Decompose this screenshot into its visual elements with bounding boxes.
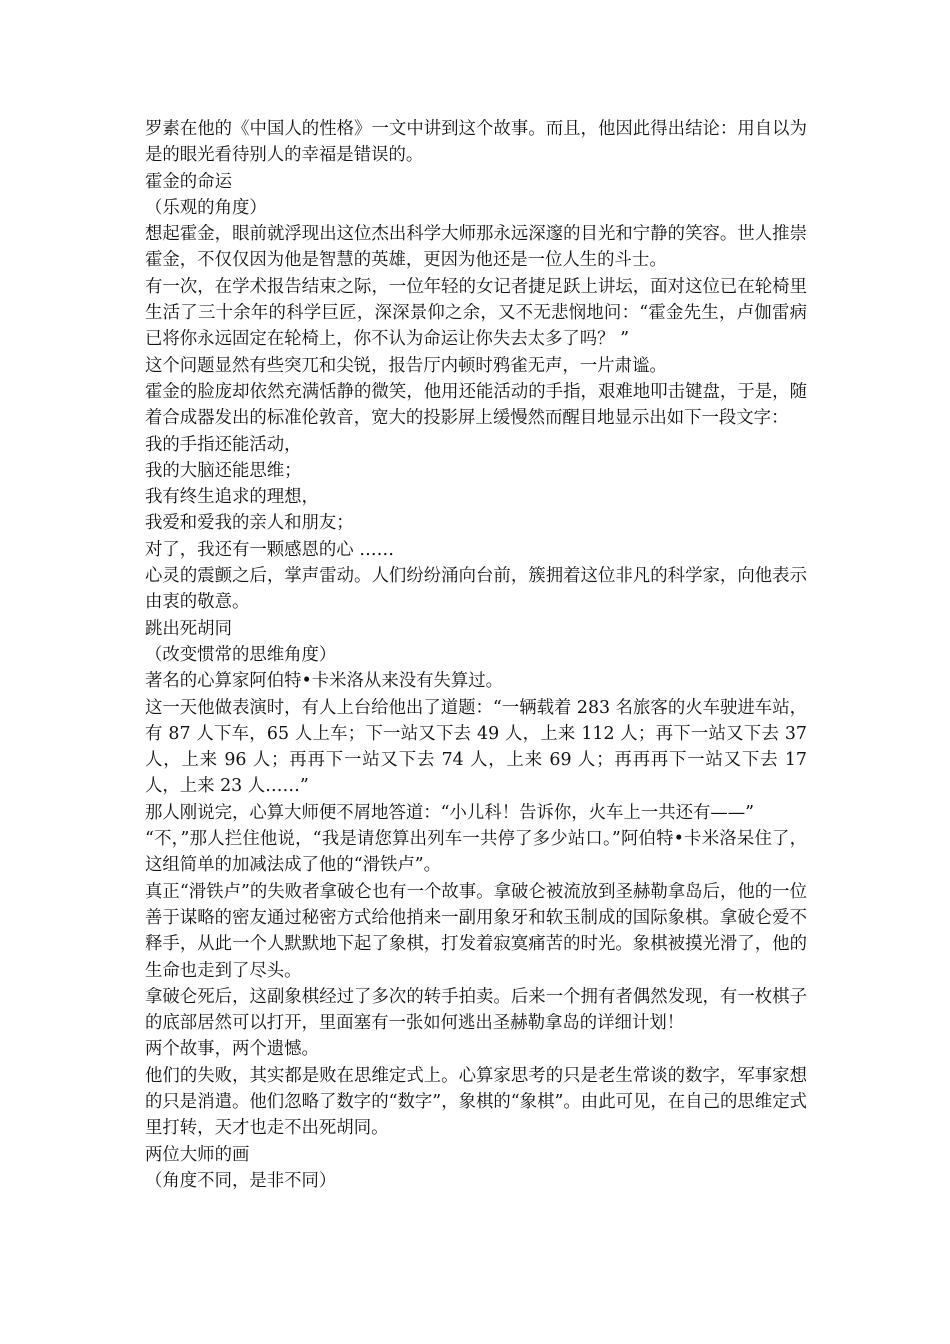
document-page xyxy=(145,116,807,1194)
paragraph-two-regrets: 两个故事，两个遗憾。 xyxy=(145,1039,319,1060)
paragraph-hall-silence: 这个问题显然有些突兀和尖锐，报告厅内顿时鸦雀无声，一片肃谧。 xyxy=(145,355,667,376)
heading-dead-end: 跳出死胡同 xyxy=(145,618,232,639)
paragraph-reporter-question: 有一次，在学术报告结束之际，一位年轻的女记者捷足跃上讲坛，面对这位已在轮椅里生活了三十余年的科学巨匠，深深景仰之余，又不无悲悯地问：“霍金先生，卢伽雷病已将你永远固定在轮椅上，你不认为命运让你失去太多了吗？ ” xyxy=(145,276,807,350)
paragraph-stations-question: “不，”那人拦住他说，“我是请您算出列车一共停了多少站口。”阿伯特•卡米洛呆住了，这组简单的加减法成了他的“滑铁卢”。 xyxy=(145,829,807,876)
heading-hawking-fate: 霍金的命运 xyxy=(145,171,232,192)
paragraph-train-problem: 这一天他做表演时，有人上台给他出了道题：“一辆载着 283 名旅客的火车驶进车站，有 87 人下车，65 人上车；下一站又下去 49 人，上来 112 人；再下一站又下去 37 人，上来 96 人；再再下一站又下去 74 人，上来 69 人；再再再下一站又下去 17 人，上来 23 人……” xyxy=(145,697,807,797)
paragraph-master-answer: 那人刚说完，心算大师便不屑地答道：“小儿科！告诉你，火车上一共还有——” xyxy=(145,802,755,823)
paragraph-hawking-reply: 霍金的脸庞却依然充满恬静的微笑，他用还能活动的手指，艰难地叩击键盘，于是，随着合成器发出的标准伦敦音，宽大的投影屏上缓慢然而醒目地显示出如下一段文字： xyxy=(145,381,807,429)
heading-two-masters: 两位大师的画 xyxy=(145,1144,250,1165)
paragraph-hawking-intro: 想起霍金，眼前就浮现出这位杰出科学大师那永远深邃的目光和宁静的笑容。世人推崇霍金，不仅仅因为他是智慧的英雄，更因为他还是一位人生的斗士。 xyxy=(145,224,807,271)
subheading-change-thinking: （改变惯常的思维角度） xyxy=(145,644,337,665)
poem-line-1: 我的手指还能活动， xyxy=(145,434,302,455)
subheading-different-angles: （角度不同，是非不同） xyxy=(145,1170,337,1191)
poem-line-2: 我的大脑还能思维； xyxy=(145,460,302,481)
paragraph-chess-secret: 拿破仑死后，这副象棋经过了多次的转手拍卖。后来一个拥有者偶然发现，有一枚棋子的底部居然可以打开，里面塞有一张如何逃出圣赫勒拿岛的详细计划！ xyxy=(145,986,807,1034)
poem-line-4: 我爱和爱我的亲人和朋友； xyxy=(145,513,354,534)
poem-line-3: 我有终生追求的理想， xyxy=(145,487,319,508)
paragraph-thinking-pattern: 他们的失败，其实都是败在思维定式上。心算家思考的只是老生常谈的数字，军事家想的只是消遣。他们忽略了数字的“数字”，象棋的“象棋”。由此可见，在自己的思维定式里打转，天才也走不出死胡同。 xyxy=(145,1065,807,1139)
poem-line-5: 对了，我还有一颗感恩的心 …… xyxy=(145,539,394,560)
paragraph-russell-conclusion: 罗素在他的《中国人的性格》一文中讲到这个故事。而且，他因此得出结论：用自以为是的眼光看待别人的幸福是错误的。 xyxy=(145,119,807,166)
paragraph-napoleon-chess: 真正“滑铁卢”的失败者拿破仑也有一个故事。拿破仑被流放到圣赫勒拿岛后，他的一位善于谋略的密友通过秘密方式给他捎来一副用象牙和软玉制成的国际象棋。拿破仑爱不释手，从此一个人默默地下起了象棋，打发着寂寞痛苦的时光。象棋被摸光滑了，他的生命也走到了尽头。 xyxy=(145,881,807,981)
paragraph-calculator-intro: 著名的心算家阿伯特•卡米洛从来没有失算过。 xyxy=(145,671,504,692)
paragraph-applause: 心灵的震颤之后，掌声雷动。人们纷纷涌向台前，簇拥着这位非凡的科学家，向他表示由衷的敬意。 xyxy=(145,566,807,613)
subheading-optimistic-angle: （乐观的角度） xyxy=(145,197,267,218)
